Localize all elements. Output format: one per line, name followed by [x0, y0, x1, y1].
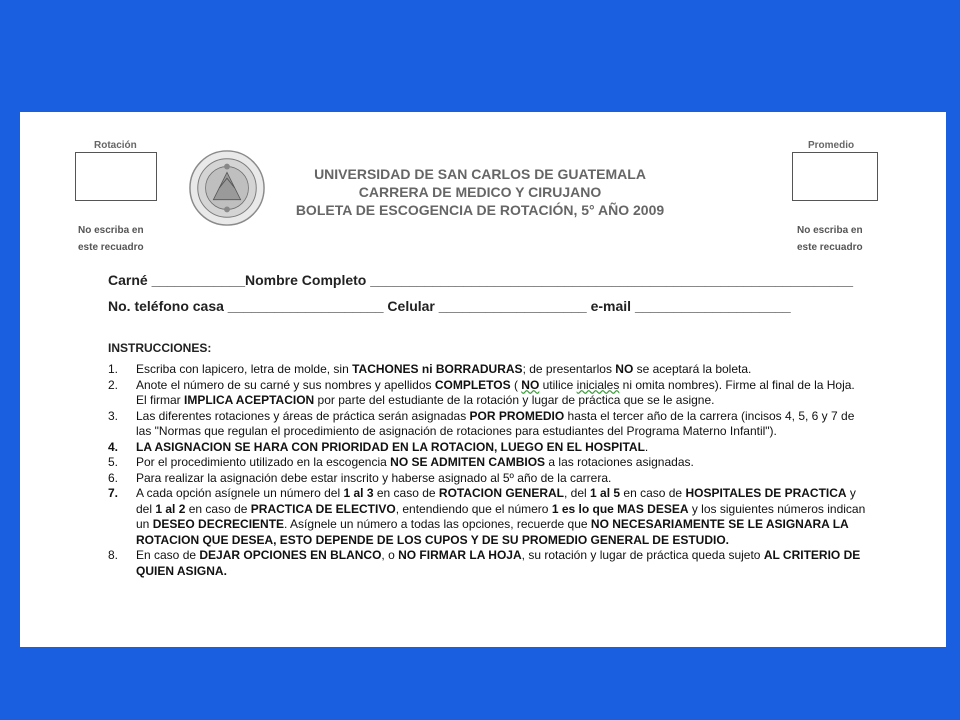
instruction-text-run: NO FIRMAR LA HOJA [398, 548, 522, 562]
instruction-number: 2. [108, 377, 119, 392]
instruction-text-run: , su rotación y lugar de práctica queda sujeto [521, 548, 764, 562]
average-box-label: Promedio [808, 140, 855, 151]
instruction-text-run: AL CRITERIO DE QUIEN ASIGNA. [136, 548, 861, 578]
university-seal [188, 149, 266, 227]
instruction-number: 7. [108, 486, 119, 500]
instruction-text-run: DESEO DECRECIENTE [152, 517, 285, 531]
instruction-number: 6. [108, 470, 119, 485]
instruction-text-run: 1 al 2 [155, 501, 186, 516]
instruction-number: 3. [108, 408, 119, 423]
instruction-text-run: y los siguientes números indican un [136, 501, 866, 531]
instruction-text-run: ; de presentarlos [522, 362, 616, 376]
instruction-text-run: . Asígnele un número a todas las opciones, recuerde que [284, 517, 591, 531]
instruction-text [136, 440, 868, 456]
header-form-title: BOLETA DE ESCOGENCIA DE ROTACIÓN, 5° AÑO 2009 [295, 202, 665, 218]
instruction-text-run: , del [564, 486, 591, 500]
instruction-number: 4. [108, 439, 119, 454]
instruction-text-run: ROTACION GENERAL [438, 486, 565, 500]
instruction-item [108, 440, 868, 456]
instruction-text [136, 378, 868, 409]
instruction-text-run: iniciales [576, 377, 620, 392]
instruction-text-run: y del [136, 486, 856, 516]
instruction-text-run: COMPLETOS [434, 377, 511, 392]
instruction-item [108, 409, 868, 440]
instruction-item [108, 486, 868, 548]
instruction-text-run: a las rotaciones asignadas. [545, 455, 694, 469]
instruction-text-run: TACHONES ni BORRADURAS [352, 362, 523, 376]
instructions-title: INSTRUCCIONES: [108, 341, 212, 355]
form-sheet [20, 112, 946, 647]
instruction-text-run: 1 al 3 [343, 486, 374, 500]
instruction-text-run: en caso de [620, 486, 686, 500]
instruction-text-run: , entendiendo que el número [395, 501, 552, 516]
instruction-text [136, 486, 868, 548]
instruction-item [108, 471, 868, 487]
instruction-text-run: HOSPITALES DE PRACTICA [685, 486, 847, 500]
average-note-line1: No escriba en [797, 225, 863, 236]
instruction-text-run: LA ASIGNACION SE HARA CON PRIORIDAD EN LA ROTACION, LUEGO EN EL HOSPITAL [136, 439, 645, 454]
instruction-text-run: utilice [539, 377, 577, 392]
instruction-text [136, 455, 868, 471]
rotation-note-line2: este recuadro [78, 242, 144, 253]
instruction-item [108, 455, 868, 471]
instruction-text-run: se aceptará la boleta. [633, 362, 752, 376]
rotation-box-label: Rotación [94, 140, 137, 151]
instruction-text-run: 1 es lo que MAS DESEA [551, 501, 689, 516]
instruction-text-run: Escriba con lapicero, letra de molde, sin [136, 362, 353, 376]
rotation-note-line1: No escriba en [78, 225, 144, 236]
instruction-number: 8. [108, 548, 119, 562]
instruction-text [136, 548, 868, 579]
instruction-text [136, 362, 868, 378]
instruction-text-run: ni omita nombres). Firme al final de la Hoja. El firmar [136, 377, 855, 407]
instruction-text-run: hasta el tercer año de la carrera (incisos 4, 5, 6 y 7 de las "Normas que regulan el procedimiento de asignación de rotaciones para estudiantes del Programa Materno Infantil"). [136, 408, 855, 438]
header-university: UNIVERSIDAD DE SAN CARLOS DE GUATEMALA [314, 166, 646, 182]
instruction-text-run: DEJAR OPCIONES EN BLANCO [199, 548, 382, 562]
instruction-item [108, 362, 868, 378]
instruction-text-run: 1 al 5 [590, 486, 621, 500]
instruction-text-run: , o [381, 548, 399, 562]
instruction-text-run: En caso de [136, 548, 200, 562]
rotation-box-note [78, 222, 144, 256]
instruction-text-run: A cada opción asígnele un número del [136, 486, 344, 500]
instruction-text-run: NO SE ADMITEN CAMBIOS [390, 455, 546, 469]
instruction-text-run: por parte del estudiante de la rotación y lugar de práctica que se le asigne. [314, 393, 715, 407]
instruction-text-run: Por el procedimiento utilizado en la escogencia [136, 455, 391, 469]
average-box [792, 152, 878, 201]
instruction-text-run: en caso de [185, 501, 251, 516]
instruction-text [136, 409, 868, 440]
instruction-text-run: en caso de [373, 486, 439, 500]
average-box-note [797, 222, 863, 256]
instruction-number: 5. [108, 455, 119, 469]
instruction-text-run: NO [521, 377, 540, 392]
instruction-text-run: POR PROMEDIO [469, 408, 565, 423]
field-line-telefono-email: No. teléfono casa ____________________ Celular ___________________ e-mail ____________________ [108, 298, 791, 314]
field-line-carne-nombre: Carné ____________Nombre Completo ______________________________________________________________ [108, 272, 853, 288]
instruction-text-run: . [644, 439, 649, 454]
instruction-text-run: NO NECESARIAMENTE SE LE ASIGNARA LA ROTACION QUE DESEA, ESTO DEPENDE DE LOS CUPOS Y DE SU PROMEDIO GENERAL DE ESTUDIO. [136, 517, 849, 547]
instruction-text-run: Anote el número de su carné y sus nombres y apellidos [136, 377, 435, 392]
instruction-text-run: Para realizar la asignación debe estar inscrito y haberse asignado al 5º año de la carrera. [136, 470, 612, 485]
instruction-number: 1. [108, 362, 119, 376]
instruction-item [108, 378, 868, 409]
instruction-text-run: NO [615, 362, 634, 376]
average-note-line2: este recuadro [797, 242, 863, 253]
header-career: CARRERA DE MEDICO Y CIRUJANO [358, 184, 602, 200]
instructions-list [108, 362, 868, 579]
instruction-text-run: Las diferentes rotaciones y áreas de práctica serán asignadas [136, 408, 470, 423]
instruction-text-run: PRACTICA DE ELECTIVO [250, 501, 396, 516]
instruction-item [108, 548, 868, 579]
instruction-text [136, 471, 868, 487]
instruction-text-run: ( [510, 377, 522, 392]
rotation-box [75, 152, 157, 201]
instruction-text-run: IMPLICA ACEPTACION [184, 393, 315, 407]
